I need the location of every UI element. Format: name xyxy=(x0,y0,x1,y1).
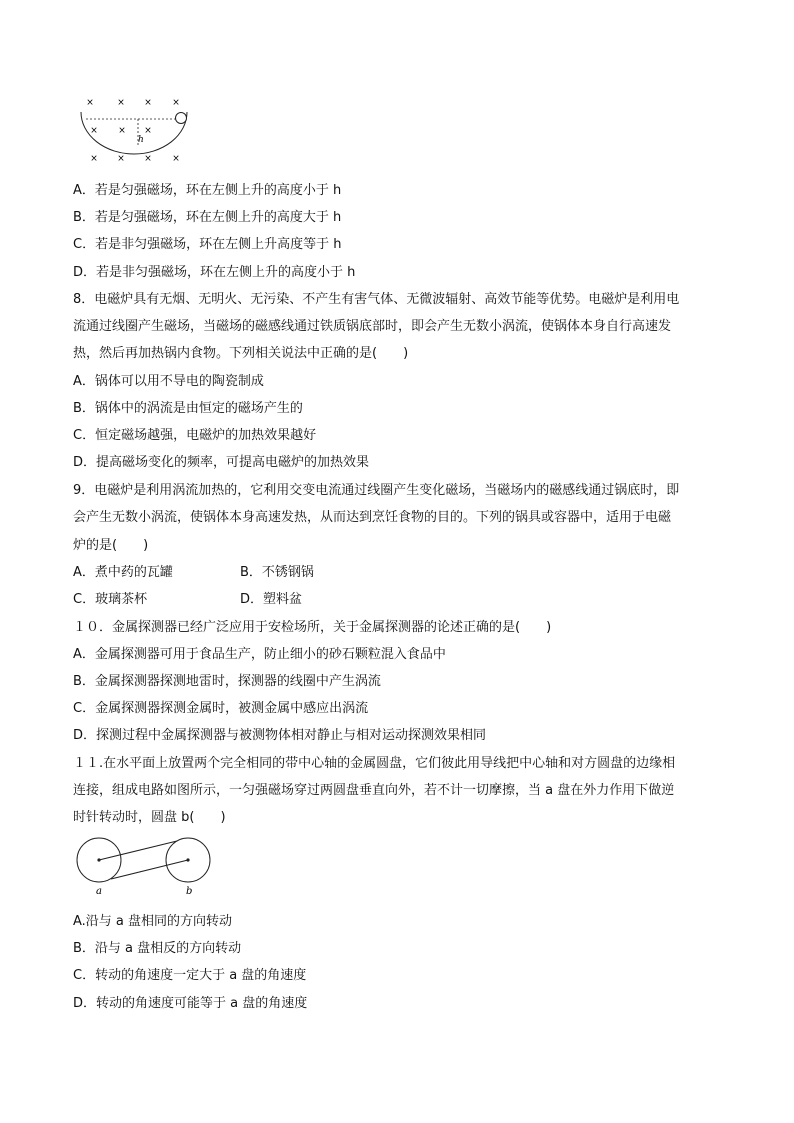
q9-option-a: A．煮中药的瓦罐 xyxy=(73,565,173,580)
q9-option-b: B．不锈钢锅 xyxy=(240,565,314,580)
field-cross: × xyxy=(117,98,125,108)
q10-option-b: B．金属探测器探测地雷时，探测器的线圈中产生涡流 xyxy=(73,674,381,689)
q7-option-b: B．若是匀强磁场，环在左侧上升的高度大于 h xyxy=(73,210,342,225)
q8-stem-line-1: 8．电磁炉具有无烟、无明火、无污染、不产生有害气体、无微波辐射、高效节能等优势。电磁炉是利用电 xyxy=(73,292,680,307)
q8-option-a: A．锅体可以用不导电的陶瓷制成 xyxy=(73,374,264,389)
field-cross: × xyxy=(144,154,152,164)
field-cross: × xyxy=(90,126,98,136)
q8-option-d: D．提高磁场变化的频率，可提高电磁炉的加热效果 xyxy=(73,455,370,470)
q8-option-b: B．锅体中的涡流是由恒定的磁场产生的 xyxy=(73,401,303,416)
q11-stem-line-3: 时针转动时，圆盘 b( ) xyxy=(73,810,226,825)
q11-stem-line-1: １１.在水平面上放置两个完全相同的带中心轴的金属圆盘，它们彼此用导线把中心轴和对方圆盘的边缘相 xyxy=(73,756,676,771)
field-cross: × xyxy=(117,154,125,164)
q11-stem-line-2: 连接，组成电路如图所示，一匀强磁场穿过两圆盘垂直向外，若不计一切摩擦，当 a 盘在外力作用下做逆 xyxy=(73,783,675,798)
height-label: h xyxy=(138,135,144,145)
field-cross: × xyxy=(172,98,180,108)
track-field-figure xyxy=(76,94,196,166)
q11-option-d: D．转动的角速度可能等于 a 盘的角速度 xyxy=(73,996,308,1011)
q11-option-a: A.沿与 a 盘相同的方向转动 xyxy=(73,914,233,929)
field-cross: × xyxy=(90,154,98,164)
disc-a-label: a xyxy=(96,886,102,897)
q9-stem-line-2: 会产生无数小涡流，使锅体本身高速发热，从而达到烹饪食物的目的。下列的锅具或容器中，适用于电磁 xyxy=(73,510,672,525)
field-cross: × xyxy=(118,126,126,136)
q7-option-a: A．若是匀强磁场，环在左侧上升的高度小于 h xyxy=(73,183,342,198)
q7-option-d: D．若是非匀强磁场，环在左侧上升的高度小于 h xyxy=(73,265,356,280)
two-discs-figure xyxy=(74,836,216,898)
q11-option-c: C．转动的角速度一定大于 a 盘的角速度 xyxy=(73,968,307,983)
q9-option-c: C．玻璃茶杯 xyxy=(73,592,148,607)
q7-option-c: C．若是非匀强磁场，环在左侧上升高度等于 h xyxy=(73,237,342,252)
disc-b-label: b xyxy=(186,886,193,897)
field-cross: × xyxy=(144,126,152,136)
wire-a-axis-to-b-rim xyxy=(99,841,177,860)
field-cross: × xyxy=(172,154,180,164)
q10-option-a: A．金属探测器可用于食品生产，防止细小的砂石颗粒混入食品中 xyxy=(73,647,446,662)
q9-stem-line-1: 9．电磁炉是利用涡流加热的，它利用交变电流通过线圈产生变化磁场，当磁场内的磁感线通过锅底时，即 xyxy=(73,483,680,498)
q9-stem-line-3: 炉的是( ) xyxy=(73,538,149,553)
q10-option-c: C．金属探测器探测金属时，被测金属中感应出涡流 xyxy=(73,701,369,716)
field-cross: × xyxy=(86,98,94,108)
q9-option-d: D．塑料盆 xyxy=(240,592,303,607)
q10-stem-line-1: １０．金属探测器已经广泛应用于安检场所，关于金属探测器的论述正确的是( ) xyxy=(73,620,552,635)
field-cross: × xyxy=(144,98,152,108)
wire-b-axis-to-a-rim xyxy=(111,860,188,879)
q8-stem-line-2: 流通过线圈产生磁场，当磁场的磁感线通过铁质锅底部时，即会产生无数小涡流，使锅体本身自行高速发 xyxy=(73,319,672,334)
q10-option-d: D．探测过程中金属探测器与被测物体相对静止与相对运动探测效果相同 xyxy=(73,728,487,743)
ring xyxy=(176,113,187,124)
q8-option-c: C．恒定磁场越强，电磁炉的加热效果越好 xyxy=(73,428,317,443)
q11-option-b: B．沿与 a 盘相反的方向转动 xyxy=(73,941,242,956)
q8-stem-line-3: 热，然后再加热锅内食物。下列相关说法中正确的是( ) xyxy=(73,346,409,361)
